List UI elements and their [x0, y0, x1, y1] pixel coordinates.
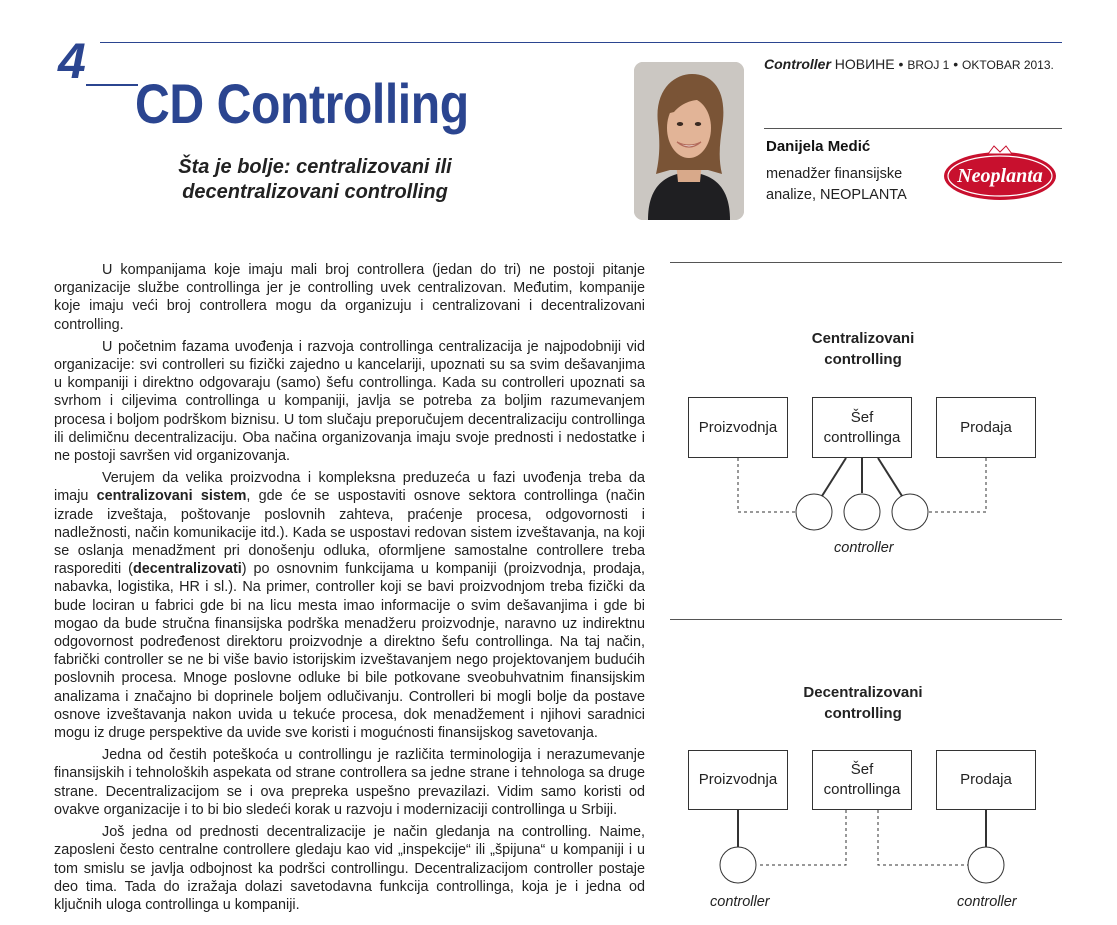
- diagram-decentralized-title: [773, 682, 953, 724]
- emphasis-decentralize: decentralizovati: [132, 561, 242, 578]
- controller-label-centralized: controller: [834, 540, 894, 556]
- logo-text: Neoplanta: [957, 165, 1043, 187]
- emphasis-centralized-system: centralizovani sistem: [96, 488, 247, 505]
- controller-label-left: controller: [710, 894, 770, 910]
- paragraph-1: U kompanijama koje imaju mali broj controllera (jedan do tri) ne postoji pitanje organizacije službe controllinga jer je controlling uvek centralizovan. Međutim, kompanije koje imaju veći broj controllera mogu da organizuju i centralizovani i decentralizovani controlling.: [54, 262, 645, 333]
- author-role-line1: menadžer finansijske: [766, 166, 903, 182]
- masthead-brand: Controller: [764, 56, 831, 72]
- masthead-bullet: •: [953, 56, 959, 72]
- article-subtitle: Šta je bolje: centralizovani ili decentralizovani controlling: [178, 156, 452, 203]
- page-number: 4: [58, 33, 86, 89]
- paragraph-5: Još jedna od prednosti decentralizacije je način gledanja na controlling. Naime, zaposleni često centralne controllere gledaju kao vid „inspekcije“ ili „špijuna“ u kompaniji i u tom smislu se javlja odbojnost ka podršci controllingu. Decentralizacijom controller postaje deo tima. Tada do izražaja dolazi savetodavna funkcija controllinga, koja je i jedna od ključnih uloga controllinga u kompaniji.: [54, 824, 645, 913]
- masthead-issue: BROJ 1: [907, 58, 950, 72]
- masthead-bullet: •: [898, 56, 904, 72]
- paragraph-3-part-e: ) po osnovnim funkcijama u kompaniji (proizvodnja, prodaja, nabavka, logistika, HR i sl.). Na primer, controller koji se bavi proizvodnjom treba fizički da bude lociran u fabrici gde bi na licu mesta imao informacije o svim dešavanjima i gde bi mogao da bude stručna finansijska podrška menadžeru proizvodnje, naravno uz indirektnu odgovornost podređenost direktoru proizvodnje a direktno šefu controllinga. Na taj način, fabrički controller se ne bi više bavio istorijskim izveštavanjem nego projektovanjem budućih poslovnih procesa. Mnoge poslovne odluke bi bile potkovane sveobuhvatnim finansijskim analizama i značajno bi doprinele boljem odlučivanju. Controlleri bi mogli bolje da postave osnove izveštavanja nakon uvida u tekuće procesa, dok menadžement i njihovi saradnici mogu iz druge perspektive da uvide sve koristi i mogućnosti finansijskog savetovanja.: [54, 561, 645, 742]
- author-role-line2: analize, NEOPLANTA: [766, 187, 907, 203]
- author-name: Danijela Medić: [766, 138, 871, 155]
- box-head-controlling-centralized: [812, 397, 912, 458]
- article-title: CD Controlling: [135, 72, 469, 135]
- box-head-line2: controllinga: [823, 781, 901, 798]
- paragraph-3-part-c: , gde će se uspostaviti osnove sektora controllinga (način izrade izveštaja, poštovanje poslovnih zahteva, praćenje procesa, odgovornosti i nadležnosti, način komunikacije itd.). Kada se uspostavi redovan sistem izveštavanja, na koji se oslanja menadžment pri donošenju odluka, oformljene samostalne controllere treba rasporediti (: [54, 488, 645, 578]
- diagram-decentralized-title-line2: controlling: [824, 705, 902, 722]
- box-sales-centralized: Prodaja: [936, 397, 1036, 458]
- diagram-decentralized-title-line1: Decentralizovani: [803, 684, 923, 701]
- diagram-centralized-title-line2: controlling: [824, 351, 902, 368]
- box-head-controlling-decentralized: [812, 750, 912, 810]
- paragraph-3-part-a: Verujem da velika proizvodna i kompleksna preduzeća u fazi uvođenja treba da imaju: [54, 470, 645, 505]
- paragraph-2: U početnim fazama uvođenja i razvoja controllinga centralizacija je najpodobniji vid organizacije: svi controlleri su fizički zajedno u kancelariji, upoznati su sa svim dešavanjima u kompaniji i direktno odgovaraju (samo) šefu controllinga. Kada su controlleri upoznati sa svrhom i ciljevima controllinga u kompaniji, javlja se potreba za boljim razumevanjem procesa i boljom podrškom biznisu. U tom slučaju preporučujem decentralizaciju controllinga ili delimičnu decentralizaciju. Oba načina organizovanja imaju svoje prednosti i nedostatke i ne postoji savršen vid organizovanja.: [54, 338, 645, 465]
- paragraph-4: Jedna od čestih poteškoća u controllingu je različita terminologija i nerazumevanje finansijskih i tehnoloških aspekata od strane controllera sa jedne strane i tehnologa sa druge strane. Decentralizacijom se i ova prepreka uspešno prevazilazi. Vidim samo koristi od ovakve organizacije i to bi bio sledeći korak u razvoju i modernizaciji controllinga u Srbiji.: [54, 747, 645, 818]
- box-sales-decentralized: Prodaja: [936, 750, 1036, 810]
- masthead-date: OKTOBAR 2013.: [962, 58, 1054, 72]
- box-production-decentralized: Proizvodnja: [688, 750, 788, 810]
- diagram-centralized-title-line1: Centralizovani: [811, 330, 915, 347]
- box-head-line2: controllinga: [823, 428, 901, 446]
- box-head-line1: Šef: [850, 761, 874, 778]
- box-head-line1: Šef: [850, 408, 874, 426]
- masthead-name: НОВИНЕ: [834, 56, 895, 72]
- box-production-centralized: Proizvodnja: [688, 397, 788, 458]
- controller-label-right: controller: [957, 894, 1017, 910]
